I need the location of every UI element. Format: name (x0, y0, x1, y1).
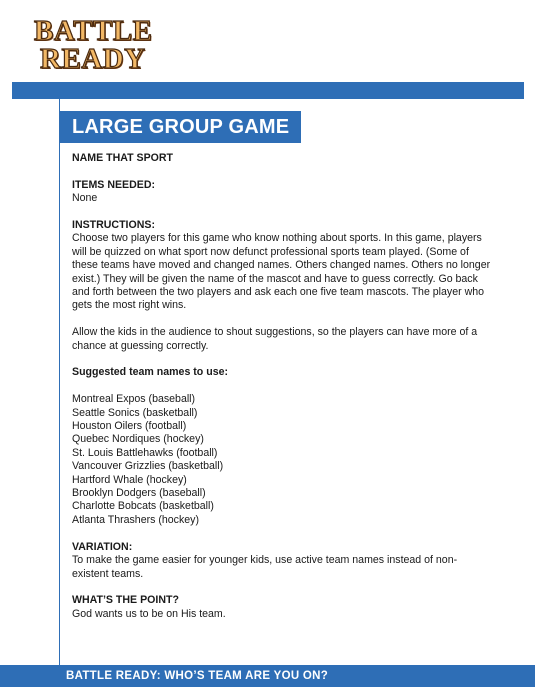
team-list (72, 393, 492, 527)
point-text: God wants us to be on His team. (72, 607, 226, 620)
top-divider-bar (12, 82, 524, 99)
items-heading: ITEMS NEEDED: (72, 178, 155, 191)
instructions-heading: INSTRUCTIONS: (72, 219, 155, 231)
instructions-paragraph-2: Allow the kids in the audience to shout suggestions, so the players can have more of a chance at guessing correctly. (72, 326, 478, 352)
battle-ready-logo (34, 15, 153, 75)
suggested-heading: Suggested team names to use: (72, 366, 229, 379)
point-heading: WHAT’S THE POINT? (72, 594, 179, 607)
list-item: Houston Oilers (football) (72, 420, 187, 433)
list-item: Montreal Expos (baseball) (72, 393, 196, 406)
game-name: NAME THAT SPORT (72, 152, 174, 164)
list-item: Quebec Nordiques (hockey) (72, 433, 204, 446)
items-value: None (72, 192, 98, 205)
variation-heading: VARIATION: (72, 540, 133, 553)
list-item: Charlotte Bobcats (basketball) (72, 500, 214, 513)
section-banner: LARGE GROUP GAME (60, 111, 301, 143)
list-item: Hartford Whale (hockey) (72, 473, 187, 486)
logo-line-1: BATTLE (34, 15, 153, 47)
list-item: Vancouver Grizzlies (basketball) (72, 460, 224, 473)
variation-text: To make the game easier for younger kids, use active team names instead of non-existent teams. (72, 554, 458, 580)
list-item: Atlanta Thrashers (hockey) (72, 513, 199, 526)
list-item: Seattle Sonics (basketball) (72, 406, 198, 419)
instructions-paragraph-1: Choose two players for this game who know nothing about sports. In this game, players will be quizzed on what sport now defunct professional sports team played. (Some of these teams have moved and changed names. Others changed names. Others no longer exist.) They will be given the name of the mascot and have to guess correctly. Go back and forth between the two players and ask each one five team mascots. The player who gets the most right wins. (72, 232, 491, 312)
game-content (72, 152, 492, 621)
list-item: Brooklyn Dodgers (baseball) (72, 487, 206, 500)
list-item: St. Louis Battlehawks (football) (72, 446, 218, 459)
footer-bar (0, 665, 535, 687)
footer-text: BATTLE READY: WHO’S TEAM ARE YOU ON? (66, 670, 329, 682)
logo-line-2: READY (40, 43, 146, 75)
